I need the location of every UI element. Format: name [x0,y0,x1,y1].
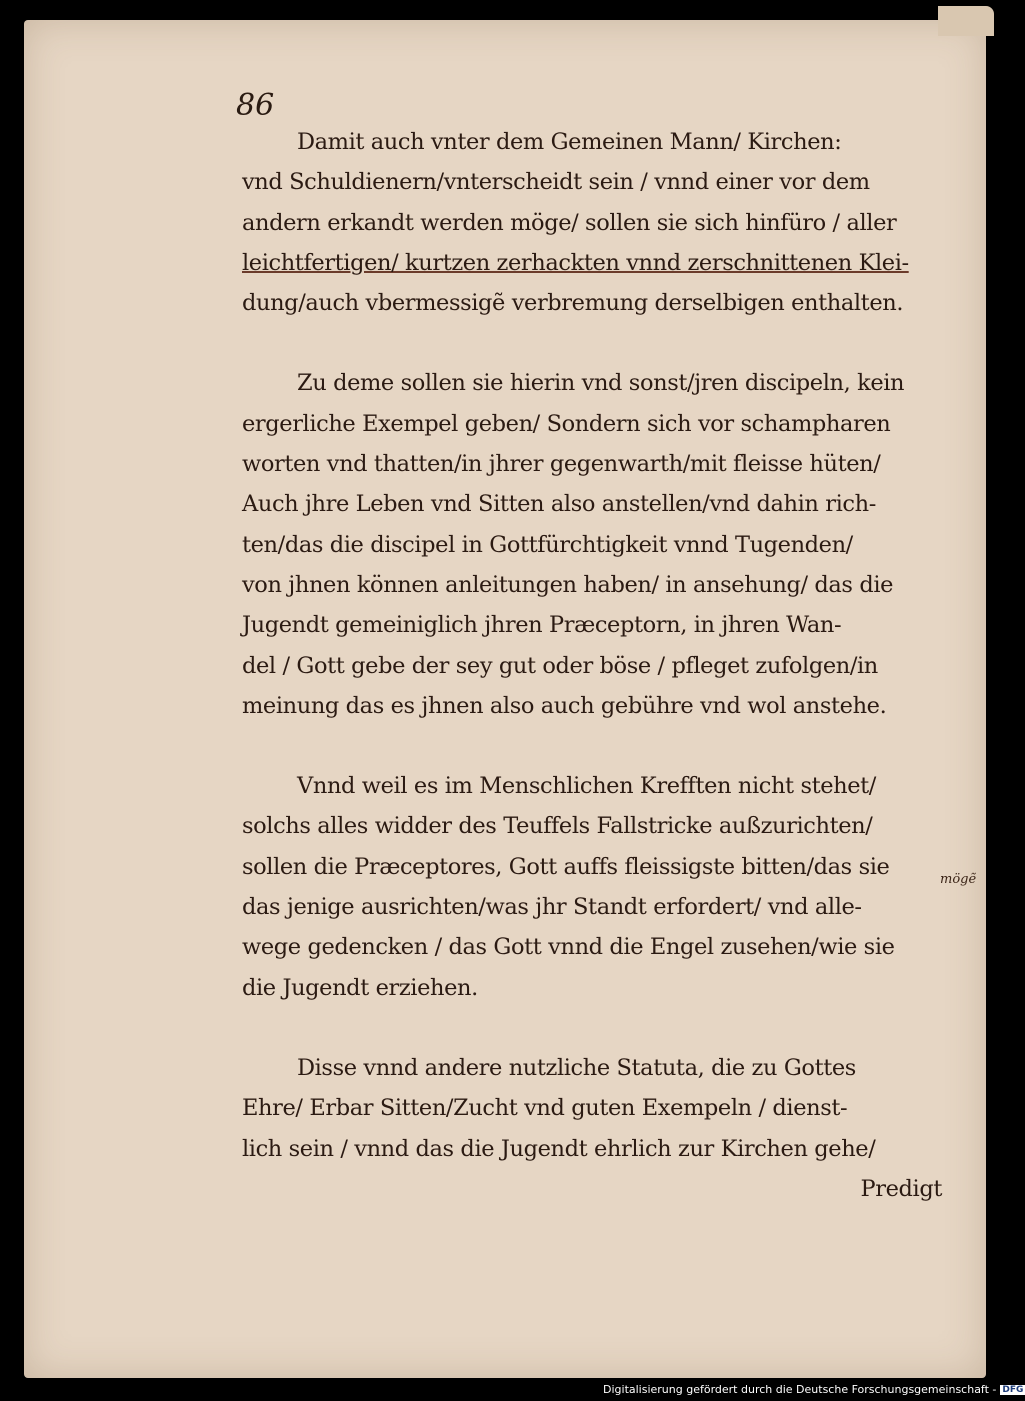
page-edge [938,6,994,36]
text-line: Ehre/ Erbar Sitten/Zucht vnd guten Exempeln / dienst- [242,1095,848,1122]
text-line: Zu deme sollen sie hierin vnd sonst/jren discipeln, kein [297,370,905,397]
margin-note: mögẽ [940,872,977,887]
dfg-logo: DFG [1002,1385,1024,1395]
footer [603,1383,1025,1396]
text-line: ergerliche Exempel geben/ Sondern sich vor schampharen [242,410,891,437]
paragraph-gap [242,323,942,363]
text-line: worten vnd thatten/in jhrer gegenwarth/mit fleisse hüten/ [242,451,881,478]
text-line: leichtfertigen/ kurtzen zerhackten vnnd zerschnittenen Klei- [242,249,909,276]
text-line: Damit auch vnter dem Gemeinen Mann/ Kirchen: [297,129,842,155]
page-text [242,122,942,1209]
text-line: vnd Schuldienern/vnterscheidt sein / vnnd einer vor dem [242,169,870,196]
text-line: meinung das es jhnen also auch gebühre vnd wol anstehe. [242,692,887,719]
catchword: Predigt [860,1175,942,1202]
paragraph-gap [242,1008,942,1048]
paragraph-gap [242,726,942,766]
text-line: del / Gott gebe der sey gut oder böse / pfleget zufolgen/in [242,652,878,679]
text-line: Auch jhre Leben vnd Sitten also anstellen/vnd dahin rich- [242,491,876,518]
text-line: das jenige ausrichten/was jhr Standt erfordert/ vnd alle- [242,894,862,921]
text-line: Vnnd weil es im Menschlichen Krefften nicht stehet/ [297,773,876,800]
text-line: sollen die Præceptores, Gott auffs fleissigste bitten/das sie [242,853,890,880]
text-line: von jhnen können anleitungen haben/ in ansehung/ das die [242,571,894,598]
text-line: lich sein / vnnd das die Jugendt ehrlich zur Kirchen gehe/ [242,1135,876,1162]
text-line: ten/das die discipel in Gottfürchtigkeit vnnd Tugenden/ [242,531,853,558]
text-line: dung/auch vbermessigẽ verbremung derselbigen enthalten. [242,290,904,317]
text-line: andern erkandt werden möge/ sollen sie sich hinfüro / aller [242,209,897,236]
text-line: Disse vnnd andere nutzliche Statuta, die zu Gottes [297,1054,856,1081]
footer-text: Digitalisierung gefördert durch die Deutsche Forschungsgemeinschaft - [603,1383,997,1396]
text-line: wege gedencken / das Gott vnnd die Engel zusehen/wie sie [242,934,895,961]
text-line: solchs alles widder des Teuffels Fallstricke außzurichten/ [242,813,873,840]
page-number: 86 [236,88,275,123]
text-line: die Jugendt erziehen. [242,974,478,1001]
text-line: Jugendt gemeiniglich jhren Præceptorn, in jhren Wan- [242,612,842,639]
